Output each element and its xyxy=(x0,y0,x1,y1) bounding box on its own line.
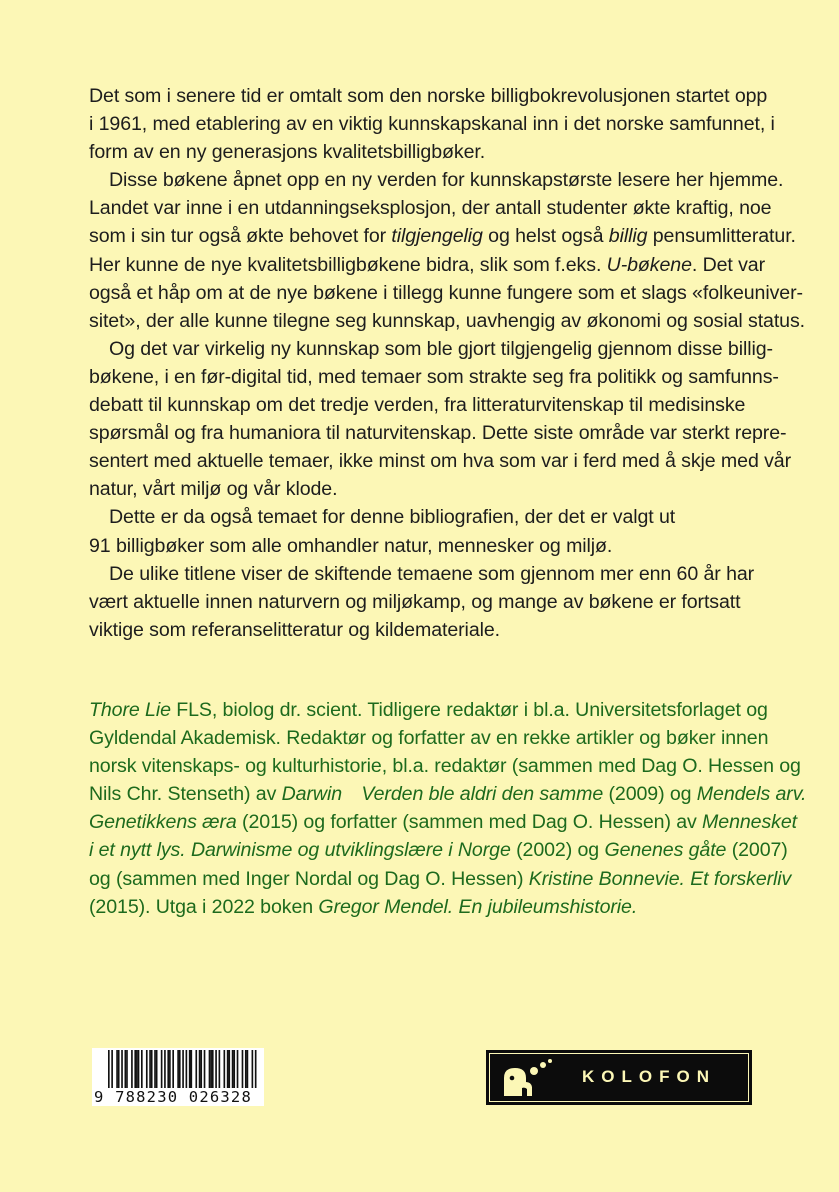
text-line: sentert med aktuelle temaer, ikke minst om hva som var i ferd med å skje med vår xyxy=(89,450,792,473)
barcode-bar xyxy=(167,1050,169,1088)
barcode-bar xyxy=(138,1050,140,1088)
book-title: Mendels arv. xyxy=(696,783,807,806)
text-segment: . Det var xyxy=(691,253,766,276)
paragraph-4 xyxy=(89,503,769,559)
barcode-bar xyxy=(219,1050,221,1088)
barcode-bar xyxy=(116,1050,118,1088)
text-segment: som i sin tur også økte behovet for xyxy=(89,225,392,248)
barcode-bar xyxy=(242,1050,244,1088)
paragraph-3 xyxy=(89,335,792,504)
text-line: Disse bøkene åpnet opp en ny verden for kunnskapstørste lesere her hjemme. xyxy=(109,169,784,192)
barcode-bar xyxy=(146,1050,148,1088)
barcode-bar xyxy=(204,1050,206,1088)
isbn-number: 9 788230 026328 xyxy=(92,1088,264,1106)
isbn-barcode xyxy=(92,1048,264,1106)
text-line xyxy=(89,222,796,250)
barcode-bar xyxy=(177,1050,179,1088)
paragraph-1 xyxy=(89,82,775,166)
book-title: Gregor Mendel. En jubileumshistorie. xyxy=(318,895,638,918)
barcode-bar xyxy=(161,1050,163,1088)
text-line xyxy=(89,780,807,808)
barcode-bar xyxy=(182,1050,184,1088)
elephant-icon xyxy=(498,1056,558,1100)
book-title: Darwin Verden ble aldri den samme xyxy=(281,783,604,806)
barcode-bar xyxy=(189,1050,191,1088)
barcode-bar xyxy=(200,1050,202,1088)
barcode-bar xyxy=(141,1050,143,1088)
author-bio xyxy=(89,696,807,921)
text-line: vært aktuelle innen naturvern og miljøkamp, og mange av bøkene er fortsatt xyxy=(89,590,741,613)
text-segment: FLS, biolog dr. scient. Tidligere redaktør i bl.a. Universitetsforlaget og xyxy=(170,699,768,721)
barcode-bar xyxy=(237,1050,239,1088)
text-line: Landet var inne i en utdanningseksplosjon, der antall studenter økte kraftig, noe xyxy=(89,197,772,220)
book-title: Genenes gåte xyxy=(604,839,727,862)
barcode-bar xyxy=(121,1050,123,1088)
text-line xyxy=(89,865,792,893)
text-line: 91 billigbøker som alle omhandler natur, mennesker og miljø. xyxy=(89,534,613,557)
barcode-bar xyxy=(125,1050,127,1088)
text-line: sitet», der alle kunne tilegne seg kunnskap, uavhengig av økonomi og sosial status. xyxy=(89,309,806,332)
barcode-bar xyxy=(215,1050,217,1088)
book-title: i et nytt lys. Darwinisme og utviklingslære i Norge xyxy=(89,839,511,862)
text-line: i 1961, med etablering av en viktig kunnskapskanal inn i det norske samfunnet, i xyxy=(89,113,775,136)
publisher-name: KOLOFON xyxy=(582,1067,716,1086)
text-line: bøkene, i en før-digital tid, med temaer som strakte seg fra politikk og samfunns- xyxy=(89,365,779,388)
text-line: form av en ny generasjons kvalitetsbilligbøker. xyxy=(89,141,486,164)
text-line xyxy=(89,893,769,921)
barcode-bar xyxy=(134,1050,136,1088)
barcode-bar xyxy=(154,1050,156,1088)
text-line: Gyldendal Akademisk. Redaktør og forfatter av en rekke artikler og bøker innen xyxy=(89,727,769,750)
barcode-bar xyxy=(228,1050,230,1088)
text-segment: og helst også xyxy=(482,225,609,248)
barcode-bar xyxy=(172,1050,174,1088)
paragraph-5 xyxy=(89,560,769,644)
text-line xyxy=(89,696,769,724)
barcode-bar xyxy=(111,1050,113,1088)
text-line xyxy=(89,808,797,836)
barcode-bar xyxy=(149,1050,151,1088)
barcode-bar xyxy=(212,1050,214,1088)
text-line: debatt til kunnskap om det tredje verden, fra litteraturvitenskap til medisinske xyxy=(89,394,746,417)
barcode-bar xyxy=(224,1050,226,1088)
text-segment: (2009) og xyxy=(603,783,697,806)
barcode-bar xyxy=(126,1050,128,1088)
publisher-logo xyxy=(486,1050,752,1105)
book-title: Genetikkens æra xyxy=(89,811,237,834)
barcode-bar xyxy=(255,1050,257,1088)
barcode-bar xyxy=(209,1050,211,1088)
text-line: natur, vårt miljø og vår klode. xyxy=(89,478,338,501)
barcode-bar xyxy=(151,1050,153,1088)
text-segment: pensumlitteratur. xyxy=(647,225,796,248)
book-title: Kristine Bonnevie. Et forskerliv xyxy=(528,867,792,890)
book-title: Mennesket xyxy=(702,811,797,834)
barcode-bar xyxy=(232,1050,234,1088)
text-segment: (2007) xyxy=(726,839,788,862)
emphasis-text: U-bøkene xyxy=(606,253,692,276)
text-segment: (2015) og forfatter (sammen med Dag O. Hessen) av xyxy=(236,811,703,834)
barcode-bar xyxy=(179,1050,181,1088)
barcode-bar xyxy=(199,1050,201,1088)
emphasis-text: tilgjengelig xyxy=(391,225,483,248)
text-line: Dette er da også temaet for denne bibliografien, der det er valgt ut xyxy=(109,506,676,529)
barcode-bar xyxy=(108,1050,110,1088)
text-segment: (2015). Utga i 2022 boken xyxy=(89,895,319,918)
barcode-bar xyxy=(191,1050,193,1088)
text-segment: Nils Chr. Stenseth) av xyxy=(89,783,282,806)
text-line: også et håp om at de nye bøkene i tillegg kunne fungere som et slags «folkeuniver- xyxy=(89,281,803,304)
text-segment: Her kunne de nye kvalitetsbilligbøkene bidra, slik som f.eks. xyxy=(89,253,607,276)
text-line: Og det var virkelig ny kunnskap som ble gjort tilgjengelig gjennom disse billig- xyxy=(109,337,773,360)
barcode-bar xyxy=(164,1050,166,1088)
author-name: Thore Lie xyxy=(89,699,171,721)
barcode-bar xyxy=(131,1050,133,1088)
barcode-bar xyxy=(118,1050,120,1088)
barcode-bar xyxy=(247,1050,249,1088)
barcode-bar xyxy=(156,1050,158,1088)
text-line: Det som i senere tid er omtalt som den norske billigbokrevolusjonen startet opp xyxy=(89,85,768,107)
author-paragraph xyxy=(89,696,807,921)
barcode-bar xyxy=(227,1050,229,1088)
text-segment: (2002) og xyxy=(510,839,605,862)
barcode-bar xyxy=(210,1050,212,1088)
barcode-bar xyxy=(136,1050,138,1088)
text-line xyxy=(89,251,769,279)
text-line xyxy=(89,836,788,864)
emphasis-text: billig xyxy=(608,225,648,248)
barcode-bar xyxy=(245,1050,247,1088)
text-line: viktige som referanselitteratur og kildemateriale. xyxy=(89,618,501,641)
text-line: spørsmål og fra humaniora til naturvitenskap. Dette siste område var sterkt repre- xyxy=(89,422,787,445)
barcode-bar xyxy=(195,1050,197,1088)
paragraph-2 xyxy=(89,166,806,335)
barcode-bar xyxy=(186,1050,188,1088)
text-line: De ulike titlene viser de skiftende temaene som gjennom mer enn 60 år har xyxy=(109,562,755,585)
text-segment: og (sammen med Inger Nordal og Dag O. Hessen) xyxy=(89,867,529,890)
barcode-bar xyxy=(233,1050,235,1088)
description-text xyxy=(89,82,806,644)
barcode-bar xyxy=(252,1050,254,1088)
text-line: norsk vitenskaps- og kulturhistorie, bl.a. redaktør (sammen med Dag O. Hessen og xyxy=(89,755,801,778)
barcode-bar xyxy=(169,1050,171,1088)
